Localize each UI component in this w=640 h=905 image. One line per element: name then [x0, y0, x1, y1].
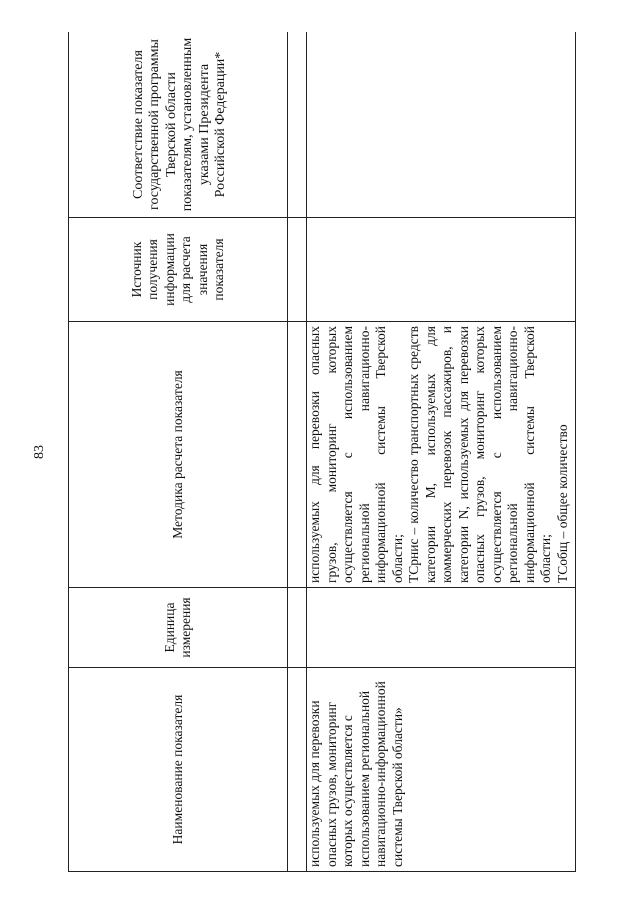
landscape-content — [68, 32, 588, 872]
table-row — [307, 32, 576, 872]
page-number: 83 — [32, 445, 47, 459]
rotated-table-wrapper — [68, 32, 588, 872]
indicator-table — [68, 32, 576, 872]
method-line: используемых для перевозки опасных грузов, мониторинг которых осуществляется с использованием региональной навигационно-информационной системы Тверской области; — [307, 326, 405, 583]
header-unit: Единица измерения — [69, 588, 288, 668]
header-compliance: Соответствие показателя государственной программы Тверской области показателям, установленным указами Президента Российской Федерации* — [69, 32, 288, 218]
header-name: Наименование показателя — [69, 668, 288, 872]
cell-unit — [307, 588, 576, 668]
header-row — [69, 32, 288, 872]
spacer-row — [288, 32, 307, 872]
method-line: ТСобщ – общее количество — [554, 424, 570, 583]
cell-compliance — [307, 32, 576, 218]
header-source: Источник получения информации для расчета значения показателя — [69, 218, 288, 322]
cell-method — [307, 322, 576, 588]
method-line: ТСрнис – количество транспортных средств категории М, используемых для коммерческих перевозок пассажиров, и категории N, используемых для перевозки опасных грузов, мониторинг которых осуществляется с использованием региональной навигационно-информационной системы Тверской области; — [406, 326, 553, 583]
cell-source — [307, 218, 576, 322]
cell-name: используемых для перевозки опасных грузов, мониторинг которых осуществляется с использованием региональной навигационно-информационной системы Тверской области» — [307, 668, 576, 872]
header-method: Методика расчета показателя — [69, 322, 288, 588]
